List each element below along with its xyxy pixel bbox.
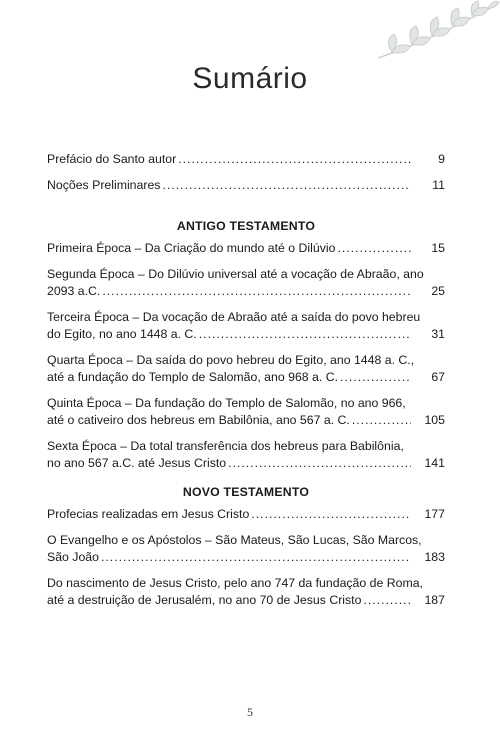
leader-dots bbox=[162, 177, 411, 194]
leader-dots bbox=[363, 592, 411, 609]
leader-dots bbox=[102, 283, 411, 300]
leader-dots bbox=[199, 326, 411, 343]
toc-entry bbox=[47, 395, 445, 429]
toc-entry-title-line: São João bbox=[47, 550, 99, 564]
toc-entry-title-line: até a destruição de Jerusalém, no ano 70 de Jesus Cristo bbox=[47, 593, 362, 607]
toc-intro bbox=[47, 151, 445, 203]
toc-entry-title-line: O Evangelho e os Apóstolos – São Mateus, São Lucas, São Marcos, bbox=[47, 533, 422, 547]
toc-entry-title-line: Quinta Época – Da fundação do Templo de Salomão, no ano 966, bbox=[47, 396, 406, 410]
toc-entry-page: 67 bbox=[431, 370, 445, 384]
leaf-branch-decoration bbox=[372, 0, 500, 62]
leader-dots bbox=[337, 240, 411, 257]
toc-entry bbox=[47, 438, 445, 472]
leader-dots bbox=[228, 455, 411, 472]
leader-dots bbox=[352, 412, 411, 429]
leader-dots bbox=[178, 151, 411, 168]
toc-entry-title: Profecias realizadas em Jesus Cristo bbox=[47, 507, 250, 521]
toc-entry bbox=[47, 575, 445, 609]
toc-entry-title-line: Do nascimento de Jesus Cristo, pelo ano 747 da fundação de Roma, bbox=[47, 576, 423, 590]
toc-entry-page: 183 bbox=[424, 550, 445, 564]
toc-entry-page: 11 bbox=[432, 178, 445, 192]
toc-entry-page: 105 bbox=[424, 413, 445, 427]
toc-entry-page: 141 bbox=[424, 456, 445, 470]
section-heading: NOVO TESTAMENTO bbox=[182, 485, 310, 499]
toc-entry-title: Noções Preliminares bbox=[47, 178, 161, 192]
toc-entry-title-line: Sexta Época – Da total transferência dos hebreus para Babilônia, bbox=[47, 439, 404, 453]
toc-entry-page: 9 bbox=[438, 152, 445, 166]
toc-entry bbox=[47, 240, 445, 257]
toc-entry-title-line: Segunda Época – Do Dilúvio universal até a vocação de Abraão, ano bbox=[47, 267, 424, 281]
toc-entry-page: 187 bbox=[424, 593, 445, 607]
toc-entry-page: 15 bbox=[431, 241, 445, 255]
toc-entry bbox=[47, 151, 445, 168]
page-number: 5 bbox=[247, 705, 253, 719]
leader-dots bbox=[340, 369, 411, 386]
toc-entry bbox=[47, 532, 445, 566]
toc-entry-title-line: Quarta Época – Da saída do povo hebreu do Egito, ano 1448 a. C., bbox=[47, 353, 415, 367]
section-heading: ANTIGO TESTAMENTO bbox=[176, 219, 316, 233]
toc-entry-title-line: 2093 a.C. bbox=[47, 284, 101, 298]
toc-entry-title: Prefácio do Santo autor bbox=[47, 152, 177, 166]
leader-dots bbox=[101, 549, 411, 566]
toc-section-new-testament bbox=[47, 485, 445, 618]
toc-entry-title-line: do Egito, no ano 1448 a. C. bbox=[47, 327, 197, 341]
page-title: Sumário bbox=[192, 62, 308, 95]
toc-entry-title-line: no ano 567 a.C. até Jesus Cristo bbox=[47, 456, 227, 470]
toc-entry-page: 31 bbox=[431, 327, 445, 341]
toc-entry bbox=[47, 266, 445, 300]
toc-entry-title-line: Terceira Época – Da vocação de Abraão até a saída do povo hebreu bbox=[47, 310, 421, 324]
toc-entry bbox=[47, 506, 445, 523]
toc-entry-title-line: até a fundação do Templo de Salomão, ano 968 a. C. bbox=[47, 370, 339, 384]
toc-entry-title: Primeira Época – Da Criação do mundo até o Dilúvio bbox=[47, 241, 336, 255]
toc-section-old-testament bbox=[47, 219, 445, 481]
toc-entry bbox=[47, 309, 445, 343]
toc-entry-page: 25 bbox=[431, 284, 445, 298]
toc-entry bbox=[47, 352, 445, 386]
leader-dots bbox=[251, 506, 411, 523]
toc-entry-title-line: até o cativeiro dos hebreus em Babilônia, ano 567 a. C. bbox=[47, 413, 350, 427]
toc-entry bbox=[47, 177, 445, 194]
toc-entry-page: 177 bbox=[424, 507, 445, 521]
